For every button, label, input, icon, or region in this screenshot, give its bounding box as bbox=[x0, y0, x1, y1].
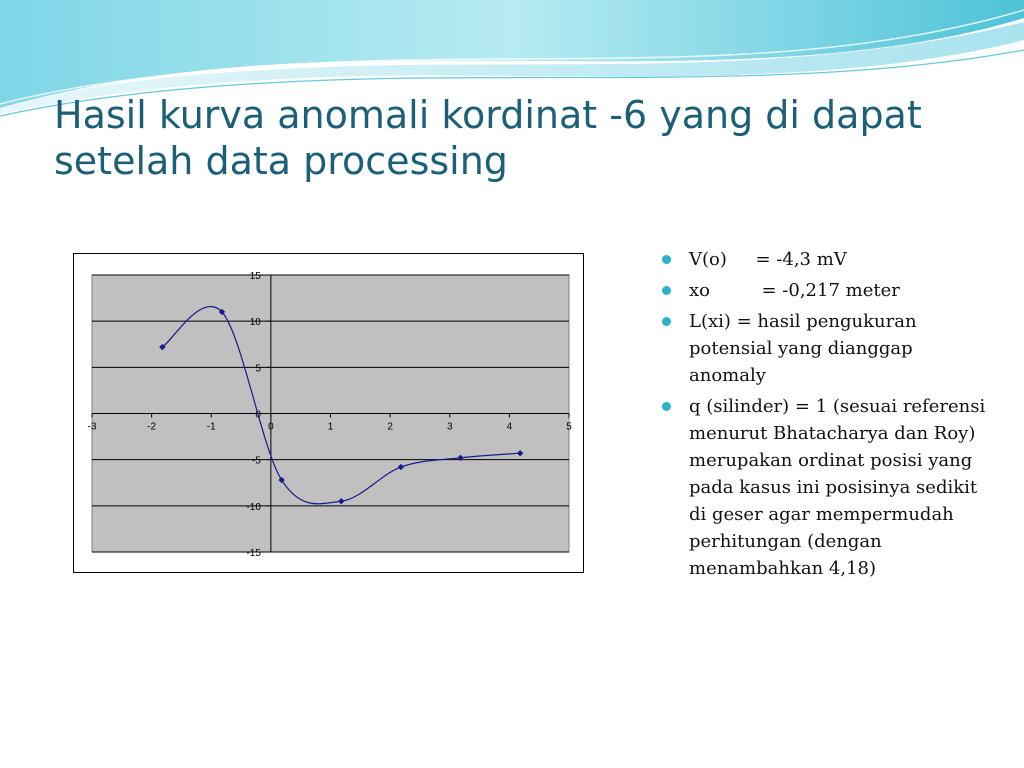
x-tick-label: 1 bbox=[327, 421, 334, 433]
y-tick-label: -10 bbox=[246, 501, 261, 513]
x-tick-label: 4 bbox=[506, 421, 513, 433]
bullet-icon bbox=[662, 317, 671, 326]
chart-container bbox=[73, 253, 584, 573]
y-tick-label: 5 bbox=[255, 363, 261, 375]
list-item bbox=[662, 393, 992, 582]
anomaly-curve-chart bbox=[74, 254, 583, 572]
y-tick-label: -5 bbox=[251, 455, 261, 467]
slide-title: Hasil kurva anomali kordinat -6 yang di dapat setelah data processing bbox=[54, 93, 922, 183]
bullet-text-lxi: L(xi) = hasil pengukuran potensial yang dianggap anomaly bbox=[689, 311, 917, 386]
bullet-text-q: q (silinder) = 1 (sesuai referensi menurut Bhatacharya dan Roy) merupakan ordinat posisi yang pada kasus ini posisinya sedikit di geser agar mempermudah perhitungan (dengan menambahkan 4,18) bbox=[689, 396, 986, 579]
x-tick-label: 5 bbox=[566, 421, 572, 433]
bullet-icon bbox=[662, 286, 671, 295]
x-tick-label: -1 bbox=[206, 421, 216, 433]
bullet-text-vo: V(o) = -4,3 mV bbox=[689, 249, 847, 270]
x-tick-label: -2 bbox=[147, 421, 157, 433]
list-item bbox=[662, 246, 992, 273]
x-tick-label: -3 bbox=[87, 421, 97, 433]
bullet-text-xo: xo = -0,217 meter bbox=[689, 280, 900, 301]
list-item bbox=[662, 277, 992, 304]
list-item bbox=[662, 308, 992, 389]
x-tick-label: 0 bbox=[268, 421, 274, 433]
y-tick-label: 15 bbox=[249, 271, 261, 282]
parameter-list bbox=[662, 246, 992, 586]
y-tick-label: -15 bbox=[246, 548, 261, 559]
bullet-icon bbox=[662, 255, 671, 264]
bullet-icon bbox=[662, 402, 671, 411]
x-tick-label: 2 bbox=[387, 421, 393, 433]
y-tick-label: 10 bbox=[249, 317, 261, 329]
y-tick-label: 0 bbox=[255, 409, 261, 421]
x-tick-label: 3 bbox=[446, 421, 453, 433]
